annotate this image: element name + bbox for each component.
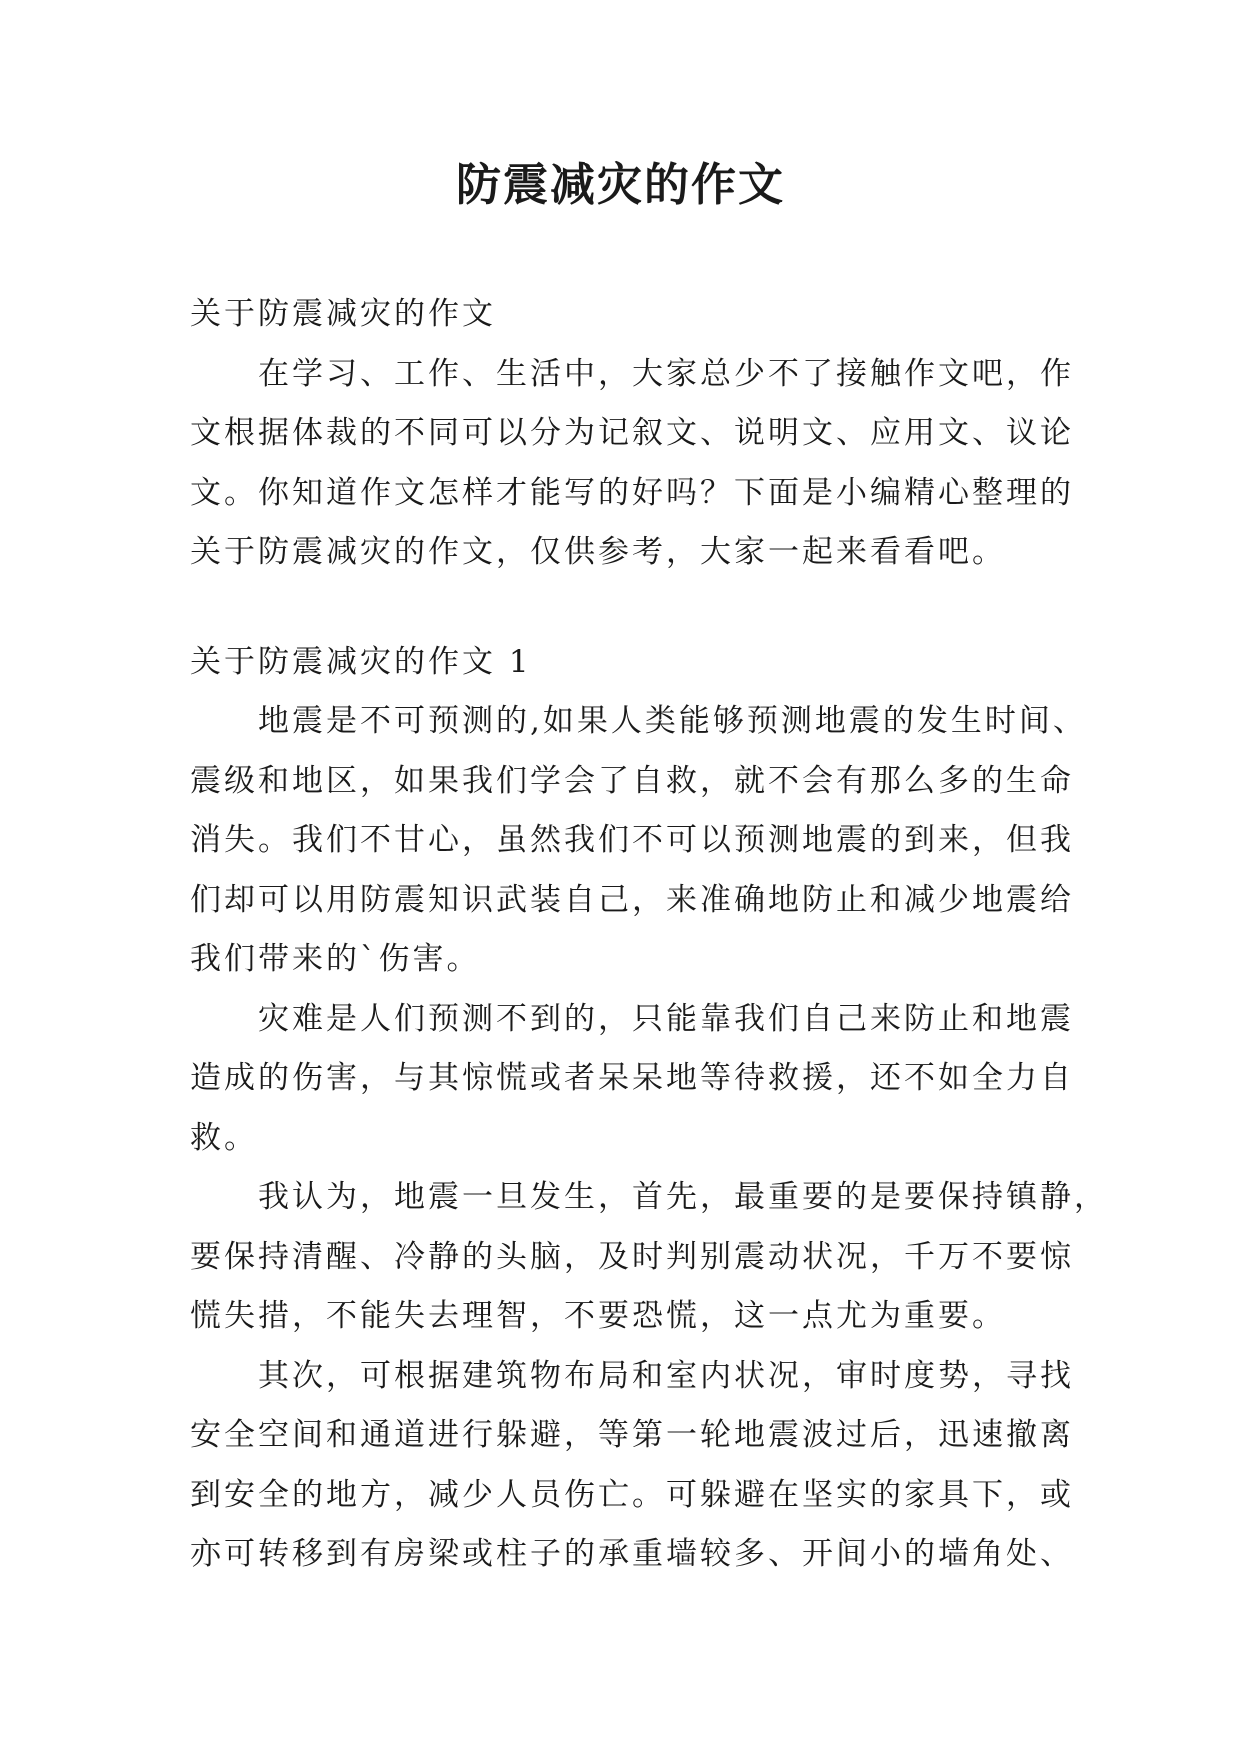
text-line: 消失。我们不甘心，虽然我们不可以预测地震的到来，但我 — [190, 822, 1074, 858]
body-paragraph — [190, 1347, 1074, 1585]
text-line: 文根据体裁的不同可以分为记叙文、说明文、应用文、议论 — [190, 415, 1074, 451]
text-line: 在学习、工作、生活中，大家总少不了接触作文吧，作 — [258, 355, 1074, 392]
text-line: 们却可以用防震知识武装自己，来准确地防止和减少地震给 — [190, 881, 1074, 918]
body-paragraph — [190, 990, 1074, 1169]
text-line: 震级和地区，如果我们学会了自救，就不会有那么多的生命 — [190, 762, 1074, 799]
text-line: 关于防震减灾的作文，仅供参考，大家一起来看看吧。 — [190, 534, 1006, 570]
text-line: 造成的伤害，与其惊慌或者呆呆地等待救援，还不如全力自 — [190, 1060, 1074, 1096]
section-heading: 关于防震减灾的作文 1 — [190, 643, 532, 680]
text-line: 亦可转移到有房梁或柱子的承重墙较多、开间小的墙角处、 — [190, 1536, 1074, 1572]
body-paragraph — [190, 692, 1087, 990]
text-line: 到安全的地方，减少人员伤亡。可躲避在坚实的家具下，或 — [190, 1476, 1074, 1513]
document-title: 防震减灾的作文 — [455, 158, 785, 211]
intro-paragraph — [190, 345, 1074, 583]
text-line: 救。 — [190, 1119, 258, 1156]
text-line: 安全空间和通道进行躲避，等第一轮地震波过后，迅速撤离 — [190, 1417, 1074, 1453]
intro-heading: 关于防震减灾的作文 — [190, 296, 496, 332]
text-line: 其次，可根据建筑物布局和室内状况，审时度势，寻找 — [258, 1357, 1074, 1394]
text-line: 我们带来的`伤害。 — [190, 941, 481, 977]
text-line: 要保持清醒、冷静的头脑，及时判别震动状况，千万不要惊 — [190, 1238, 1074, 1275]
document-body — [190, 285, 1108, 1585]
body-paragraph — [190, 1168, 1108, 1347]
text-line: 慌失措，不能失去理智，不要恐慌，这一点尤为重要。 — [190, 1298, 1006, 1334]
text-line: 我认为，地震一旦发生，首先，最重要的是要保持镇静， — [258, 1179, 1108, 1215]
text-line: 地震是不可预测的,如果人类能够预测地震的发生时间、 — [258, 703, 1087, 739]
text-line: 灾难是人们预测不到的，只能靠我们自己来防止和地震 — [258, 1000, 1074, 1037]
text-line: 文。你知道作文怎样才能写的好吗？下面是小编精心整理的 — [190, 474, 1074, 511]
